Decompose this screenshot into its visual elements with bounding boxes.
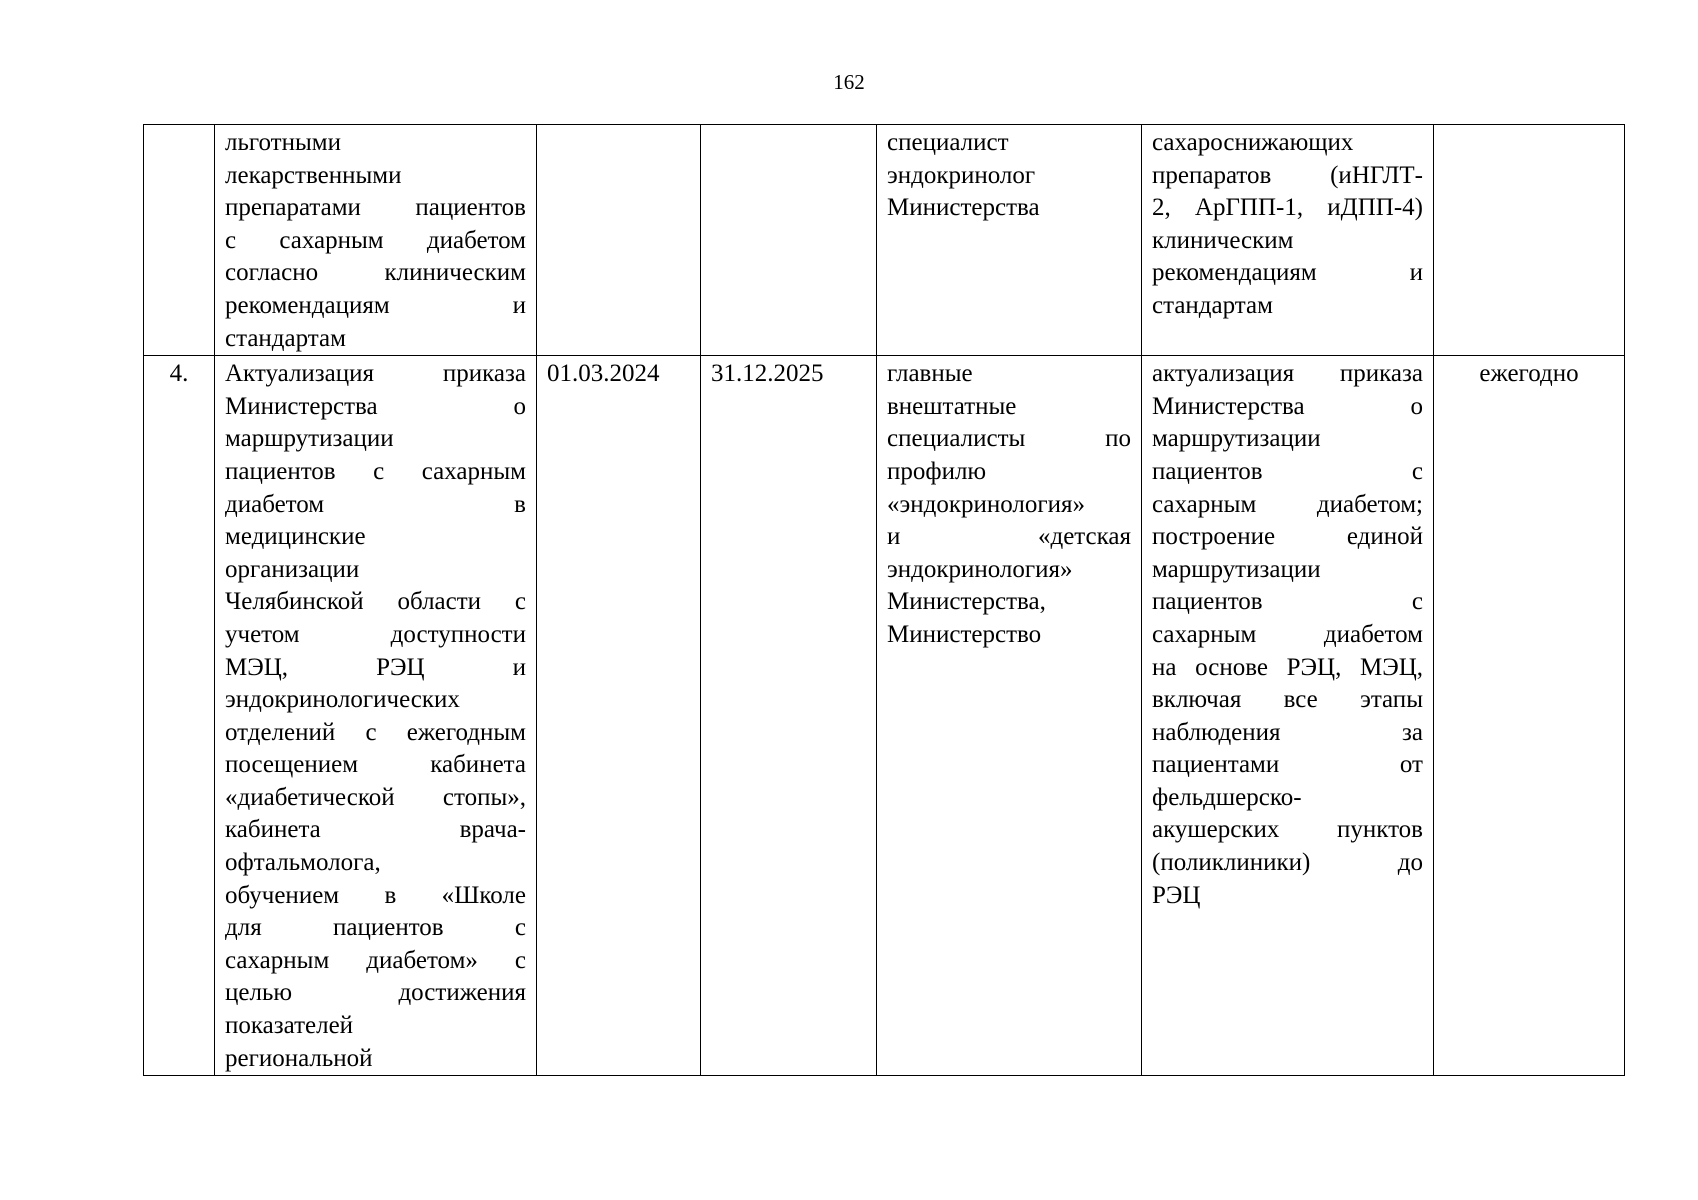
row-number-cell <box>144 125 215 356</box>
activity-cell-line: сахарным диабетом» с <box>225 946 526 974</box>
responsible-cell-line: главные <box>887 360 973 388</box>
activity-cell-line: «диабетической стопы», <box>225 783 526 811</box>
start-date-cell <box>537 125 701 356</box>
activity-cell-line: региональной <box>225 1044 373 1072</box>
table-row <box>144 356 1625 1076</box>
result-cell-line: наблюдения за <box>1152 718 1423 746</box>
result-cell-line: маршрутизации <box>1152 425 1321 453</box>
activity-cell-line: рекомендациям и <box>225 291 526 319</box>
row-number-cell <box>144 356 215 1076</box>
activity-cell-line: препаратами пациентов <box>225 194 526 222</box>
result-cell-line: построение единой <box>1152 523 1423 551</box>
end-date-cell <box>701 356 877 1076</box>
result-cell-line: на основе РЭЦ, МЭЦ, <box>1152 653 1423 681</box>
result-cell-line: включая все этапы <box>1152 686 1423 714</box>
activity-cell-line: лекарственными <box>225 161 402 189</box>
activity-cell-line: Челябинской области с <box>225 588 526 616</box>
table-row <box>144 125 1625 356</box>
result-cell-line: пациентов с <box>1152 588 1423 616</box>
responsible-cell-line: Министерства, <box>887 588 1046 616</box>
result-cell-line: актуализация приказа <box>1152 360 1423 388</box>
result-cell-line: рекомендациям и <box>1152 259 1423 287</box>
activity-cell-line: Министерства о <box>225 392 526 420</box>
activity-cell-line: медицинские <box>225 523 366 551</box>
responsible-cell <box>877 356 1142 1076</box>
result-cell-line: препаратов (иНГЛТ- <box>1152 161 1423 189</box>
responsible-cell-line: и «детская <box>887 523 1131 551</box>
result-cell-line: сахарным диабетом; <box>1152 490 1423 518</box>
responsible-cell-line: Министерство <box>887 620 1042 648</box>
result-cell-line: акушерских пунктов <box>1152 816 1423 844</box>
row-number-cell-text: 4. <box>169 360 189 388</box>
activity-cell-line: льготными <box>225 129 341 156</box>
frequency-cell <box>1434 125 1625 356</box>
activity-cell-line: учетом доступности <box>225 620 526 648</box>
result-cell <box>1142 125 1434 356</box>
activity-cell-line: Актуализация приказа <box>225 360 526 388</box>
result-cell-line: сахарным диабетом <box>1152 620 1423 648</box>
activity-cell-line: пациентов с сахарным <box>225 457 526 485</box>
activity-cell-line: с сахарным диабетом <box>225 226 526 254</box>
activity-cell-line: посещением кабинета <box>225 751 526 779</box>
activity-cell-line: отделений с ежегодным <box>225 718 526 746</box>
responsible-cell <box>877 125 1142 356</box>
activity-cell-line: для пациентов с <box>225 914 526 942</box>
responsible-cell-line: Министерства <box>887 194 1040 222</box>
result-cell-line: маршрутизации <box>1152 555 1321 583</box>
result-cell <box>1142 356 1434 1076</box>
responsible-cell-line: профилю <box>887 457 987 485</box>
responsible-cell-line: «эндокринология» <box>887 490 1086 518</box>
result-cell-line: стандартам <box>1152 291 1273 319</box>
result-cell-line: 2, АрГПП-1, иДПП-4) <box>1152 194 1423 222</box>
frequency-cell-text: ежегодно <box>1479 360 1579 388</box>
start-date-cell <box>537 356 701 1076</box>
activity-cell-line: согласно клиническим <box>225 259 526 287</box>
responsible-cell-line: эндокринолог <box>887 161 1036 189</box>
start-date-cell-text: 01.03.2024 <box>547 360 660 388</box>
activity-cell-line: показателей <box>225 1012 354 1040</box>
activity-cell-line: организации <box>225 555 360 583</box>
result-cell-line: РЭЦ <box>1152 881 1201 909</box>
result-cell-line: Министерства о <box>1152 392 1423 420</box>
page-number: 162 <box>833 70 865 94</box>
responsible-cell-line: специалисты по <box>887 425 1131 453</box>
activity-cell-line: стандартам <box>225 324 346 352</box>
end-date-cell <box>701 125 877 356</box>
result-cell-line: клиническим <box>1152 226 1294 254</box>
result-cell-line: (поликлиники) до <box>1152 849 1423 877</box>
responsible-cell-line: специалист <box>887 129 1009 156</box>
activity-cell <box>215 356 537 1076</box>
result-cell-line: сахароснижающих <box>1152 129 1354 156</box>
activity-cell-line: обучением в «Школе <box>225 881 526 909</box>
result-cell-line: фельдшерско- <box>1152 783 1302 811</box>
activity-cell <box>215 125 537 356</box>
responsible-cell-line: эндокринология» <box>887 555 1073 583</box>
activity-cell-line: эндокринологических <box>225 686 460 714</box>
result-cell-line: пациентами от <box>1152 751 1423 779</box>
activity-cell-line: маршрутизации <box>225 425 394 453</box>
responsible-cell-line: внештатные <box>887 392 1017 420</box>
activity-cell-line: кабинета врача- <box>225 816 526 844</box>
activity-cell-line: целью достижения <box>225 979 526 1007</box>
end-date-cell-text: 31.12.2025 <box>711 360 824 388</box>
frequency-cell <box>1434 356 1625 1076</box>
activity-cell-line: диабетом в <box>225 490 526 518</box>
activity-cell-line: офтальмолога, <box>225 849 381 877</box>
activities-table <box>143 124 1625 1076</box>
activity-cell-line: МЭЦ, РЭЦ и <box>225 653 526 681</box>
result-cell-line: пациентов с <box>1152 457 1423 485</box>
